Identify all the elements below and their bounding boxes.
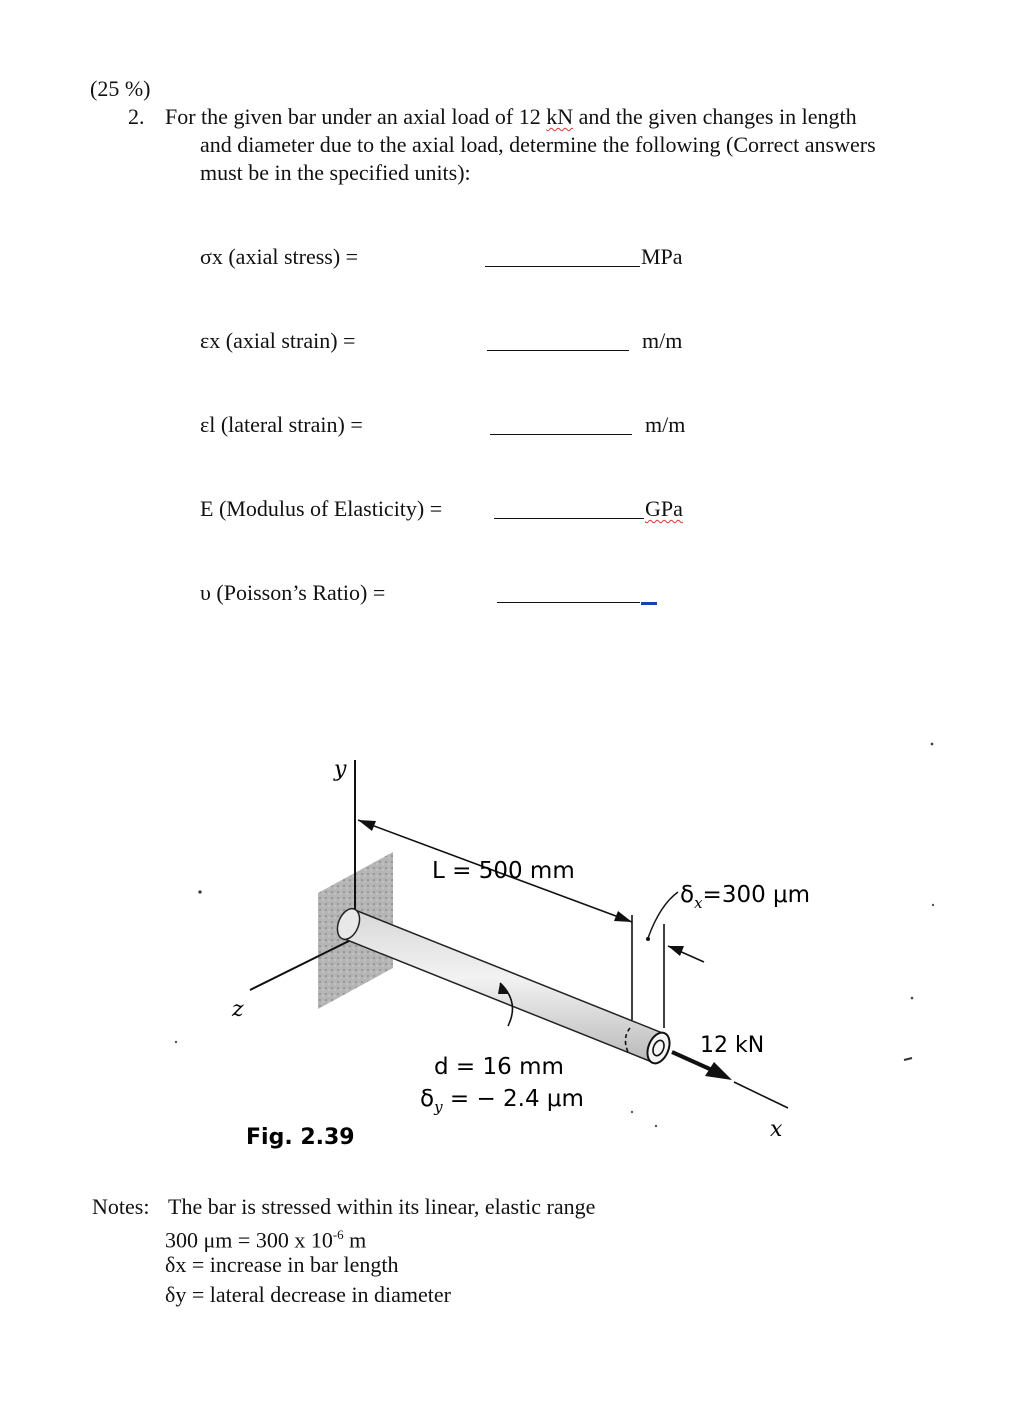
- question-label-axial-stress: σx (axial stress) =: [200, 244, 359, 269]
- length-arrowhead-left: [358, 820, 376, 831]
- unit-lateral-strain: m/m: [645, 412, 686, 437]
- note-exponent: -6: [332, 1227, 344, 1242]
- bar-figure: [0, 680, 1020, 1150]
- question-label-modulus: E (Modulus of Elasticity) =: [200, 496, 443, 521]
- length-arrowhead-right: [614, 911, 632, 922]
- load-label: 12 kN: [700, 1033, 765, 1058]
- question-weight: (25 %): [90, 76, 151, 101]
- axis-label-z: z: [232, 997, 244, 1022]
- length-label: L = 500 mm: [432, 858, 575, 884]
- question-label-poisson: υ (Poisson’s Ratio) =: [200, 580, 386, 605]
- delta-y-label: [420, 1086, 584, 1116]
- note-line-1: The bar is stressed within its linear, elastic range: [168, 1194, 596, 1219]
- delta-x-label: [680, 882, 810, 912]
- delta-y-subscript: y: [434, 1098, 443, 1116]
- problem-statement-line-1: [165, 104, 857, 130]
- unit-modulus: GPa: [645, 496, 683, 521]
- note-line-3: δx = increase in bar length: [165, 1252, 399, 1277]
- note-line-4: δy = lateral decrease in diameter: [165, 1282, 452, 1307]
- diameter-label: d = 16 mm: [434, 1054, 564, 1080]
- answer-blank-lateral-strain[interactable]: [490, 434, 632, 435]
- delta-x-arrowhead: [668, 946, 684, 956]
- answer-blank-axial-strain[interactable]: [487, 350, 629, 351]
- delta-y-symbol: δ: [420, 1086, 435, 1112]
- note-line-2: [165, 1222, 366, 1253]
- delta-y-value: = − 2.4 μm: [442, 1086, 584, 1112]
- problem-statement-line-3: must be in the specified units):: [200, 160, 471, 185]
- answer-blank-poisson[interactable]: [497, 602, 640, 603]
- load-arrowhead: [705, 1062, 732, 1080]
- spellcheck-word-kn: kN: [546, 104, 574, 129]
- axis-label-y: y: [334, 757, 347, 782]
- axis-label-x: x: [770, 1117, 783, 1142]
- note-unit: m: [343, 1227, 367, 1253]
- delta-x-subscript: x: [694, 894, 703, 912]
- statement-text: and the given changes in length: [573, 104, 857, 129]
- question-label-lateral-strain: εl (lateral strain) =: [200, 412, 363, 437]
- delta-x-value: =300 μm: [702, 882, 811, 908]
- text-cursor-marker: [641, 596, 657, 605]
- figure-caption: Fig. 2.39: [246, 1125, 355, 1150]
- x-axis: [734, 1082, 788, 1108]
- notes-heading: Notes:: [92, 1194, 150, 1219]
- problem-statement-line-2: and diameter due to the axial load, determine the following (Correct answers: [200, 132, 876, 157]
- unit-axial-stress: MPa: [641, 244, 683, 269]
- question-label-axial-strain: εx (axial strain) =: [200, 328, 356, 353]
- answer-blank-axial-stress[interactable]: [485, 266, 640, 267]
- delta-x-symbol: δ: [680, 882, 695, 908]
- unit-axial-strain: m/m: [642, 328, 683, 353]
- note-unit-conversion: 300 μm = 300 x 10: [165, 1227, 333, 1253]
- delta-x-leader: [648, 892, 678, 938]
- statement-text: For the given bar under an axial load of 12: [165, 104, 547, 129]
- answer-blank-modulus[interactable]: [494, 518, 644, 519]
- question-number: 2.: [128, 104, 145, 129]
